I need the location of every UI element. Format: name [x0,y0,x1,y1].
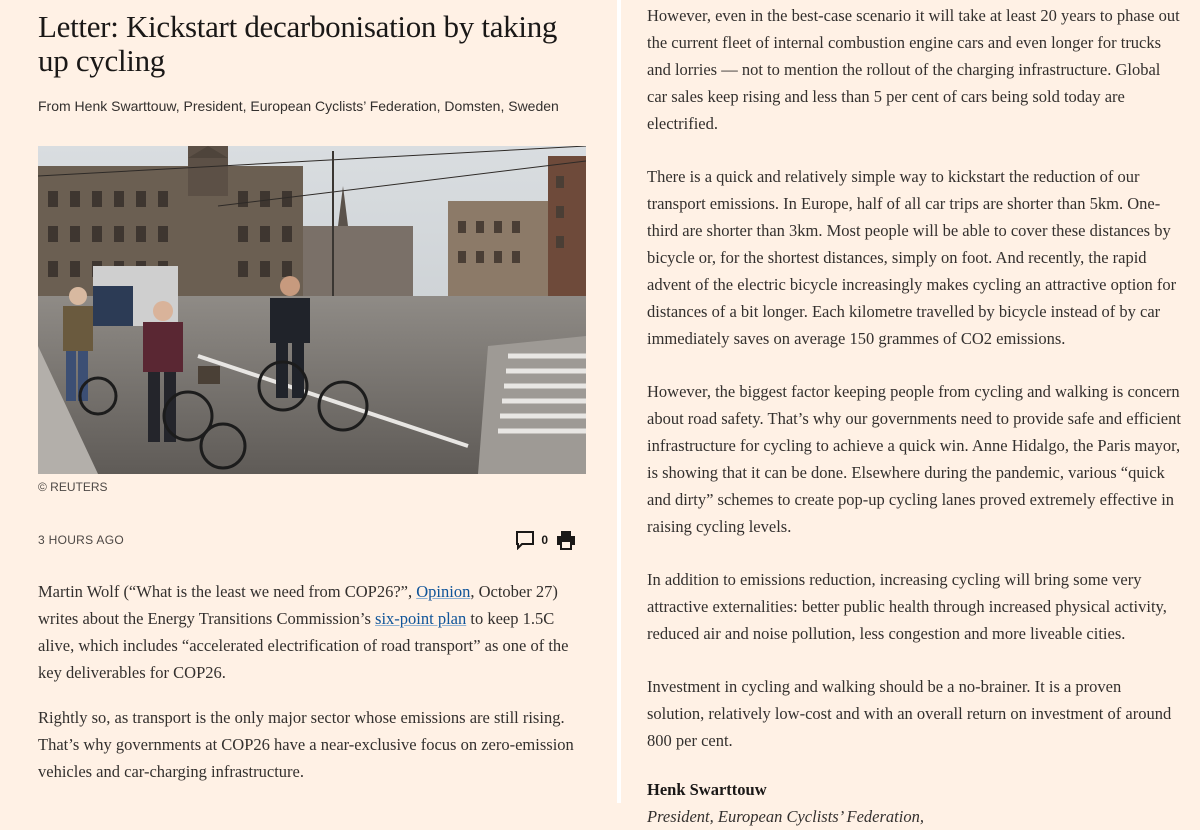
article-byline: From Henk Swarttouw, President, European Cyclists’ Federation, Domsten, Sweden [38,98,559,114]
body-paragraph [38,578,586,686]
print-button[interactable] [556,530,576,550]
article-meta-row [38,526,586,554]
body-paragraph: In addition to emissions reduction, increasing cycling will bring some very attractive externalities: better public health through increased physical activity, reduced air and noise pollution, less congestion and more liveable cities. [647,570,1167,643]
printer-icon [556,530,576,550]
paragraph-text: Martin Wolf (“What is the least we need from COP26?”, [38,582,417,601]
body-paragraph: Investment in cycling and walking should be a no-brainer. It is a proven solution, relatively low-cost and with an overall return on investment of around 800 per cent. [647,677,1172,750]
body-paragraph: However, the biggest factor keeping people from cycling and walking is concern about road safety. That’s why our governments need to provide safe and efficient infrastructure for cycling to achieve a quick win. Anne Hidalgo, the Paris mayor, is showing that it can be done. Elsewhere during the pandemic, various “quick and dirty” schemes to create pop-up cycling lanes proved extremely effective in raising cycling levels. [647,382,1181,536]
comments-button[interactable] [515,530,548,550]
signature-name: Henk Swarttouw [647,780,767,799]
article-photo [38,146,586,474]
six-point-plan-link[interactable]: six-point plan [375,609,467,628]
comment-count: 0 [541,533,548,547]
article-headline: Letter: Kickstart decarbonisation by taking up cycling [38,9,558,78]
right-column [647,0,1182,830]
body-paragraph: However, even in the best-case scenario it will take at least 20 years to phase out the current fleet of internal combustion engine cars and even longer for trucks and lorries — not to mention the rollout of the charging infrastructure. Global car sales keep rising and less than 5 per cent of cars being sold today are electrified. [647,6,1180,133]
cyclists-square-photo [38,146,586,474]
article-actions [515,530,576,550]
left-column [38,0,590,781]
paragraph-text: , October 27) writes about the Energy Transitions Commission’s [38,582,558,628]
publish-timestamp: 3 HOURS AGO [38,533,124,547]
article-body-right [647,0,1182,830]
opinion-link[interactable]: Opinion [416,582,471,601]
signature-title: President, European Cyclists’ Federation, [647,807,924,826]
speech-bubble-icon [515,530,535,550]
body-paragraph: There is a quick and relatively simple way to kickstart the reduction of our transport emissions. In Europe, half of all car trips are shorter than 5km. One-third are shorter than 3km. Most people will be able to cover these distances by bicycle or, for the shortest distances, simply on foot. And recently, the rapid advent of the electric bicycle increasingly makes cycling an attractive option for distances of a bit longer. Each kilometre travelled by bicycle instead of by car immediately saves on average 150 grammes of CO2 emissions. [647,167,1177,348]
image-credit: © REUTERS [38,480,108,494]
column-divider [617,0,621,803]
letter-signature [647,776,1182,830]
paragraph-text: to keep 1.5C alive, which includes “accelerated electrification of road transport” as one of the key deliverables for COP26. [38,609,569,682]
body-paragraph: Rightly so, as transport is the only major sector whose emissions are still rising. That’s why governments at COP26 have a near-exclusive focus on zero-emission vehicles and car-charging infrastructure. [38,708,574,781]
article-body-left [38,578,586,785]
